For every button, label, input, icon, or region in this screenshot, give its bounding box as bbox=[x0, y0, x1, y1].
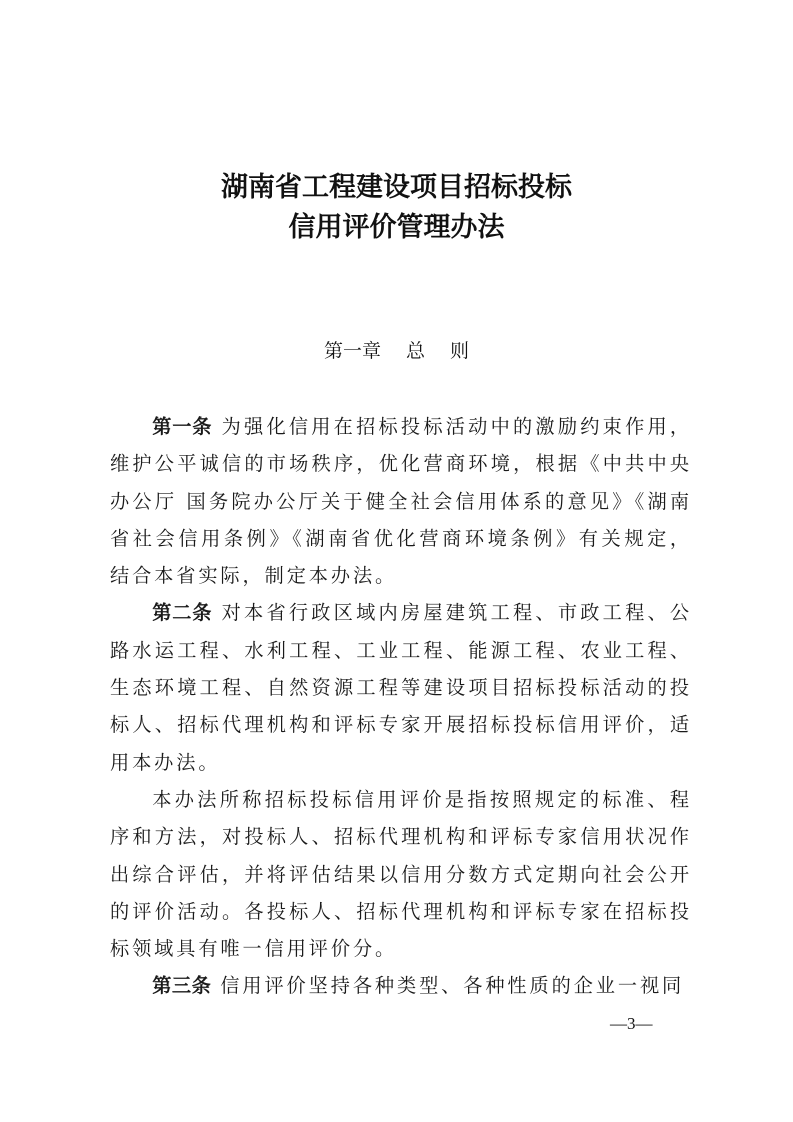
article-1-text: 为强化信用在招标投标活动中的激励约束作用，维护公平诚信的市场秩序，优化营商环境，根据《中共中央办公厅 国务院办公厅关于健全社会信用体系的意见》《湖南省社会信用条例》《湖南省优化营商环境条例》有关规定，结合本省实际，制定本办法。 bbox=[110, 415, 692, 588]
document-title-line-2: 信用评价管理办法 bbox=[288, 212, 505, 243]
chapter-heading: 第一章 总 则 bbox=[323, 340, 470, 362]
document-body bbox=[110, 408, 692, 1005]
article-2-text: 对本省行政区域内房屋建筑工程、市政工程、公路水运工程、水利工程、工业工程、能源工程、农业工程、生态环境工程、自然资源工程等建设项目招标投标活动的投标人、招标代理机构和评标专家开展招标投标信用评价，适用本办法。 bbox=[110, 601, 692, 774]
article-2-definition-text: 本办法所称招标投标信用评价是指按照规定的标准、程序和方法，对投标人、招标代理机构和评标专家信用状况作出综合评估，并将评估结果以信用分数方式定期向社会公开的评价活动。各投标人、招标代理机构和评标专家在招标投标领域具有唯一信用评价分。 bbox=[110, 787, 692, 961]
page-number: —3— bbox=[610, 1014, 653, 1033]
article-1-paragraph bbox=[110, 408, 692, 594]
article-2-paragraph bbox=[110, 594, 692, 780]
article-3-text: 信用评价坚持各种类型、各种性质的企业一视同 bbox=[211, 974, 685, 998]
article-2-definition-paragraph bbox=[110, 781, 692, 967]
article-3-label: 第三条 bbox=[152, 974, 212, 998]
article-1-label: 第一条 bbox=[152, 415, 213, 438]
article-3-paragraph bbox=[110, 967, 692, 1004]
article-2-label: 第二条 bbox=[152, 601, 213, 625]
document-title-line-1: 湖南省工程建设项目招标投标 bbox=[221, 172, 572, 203]
